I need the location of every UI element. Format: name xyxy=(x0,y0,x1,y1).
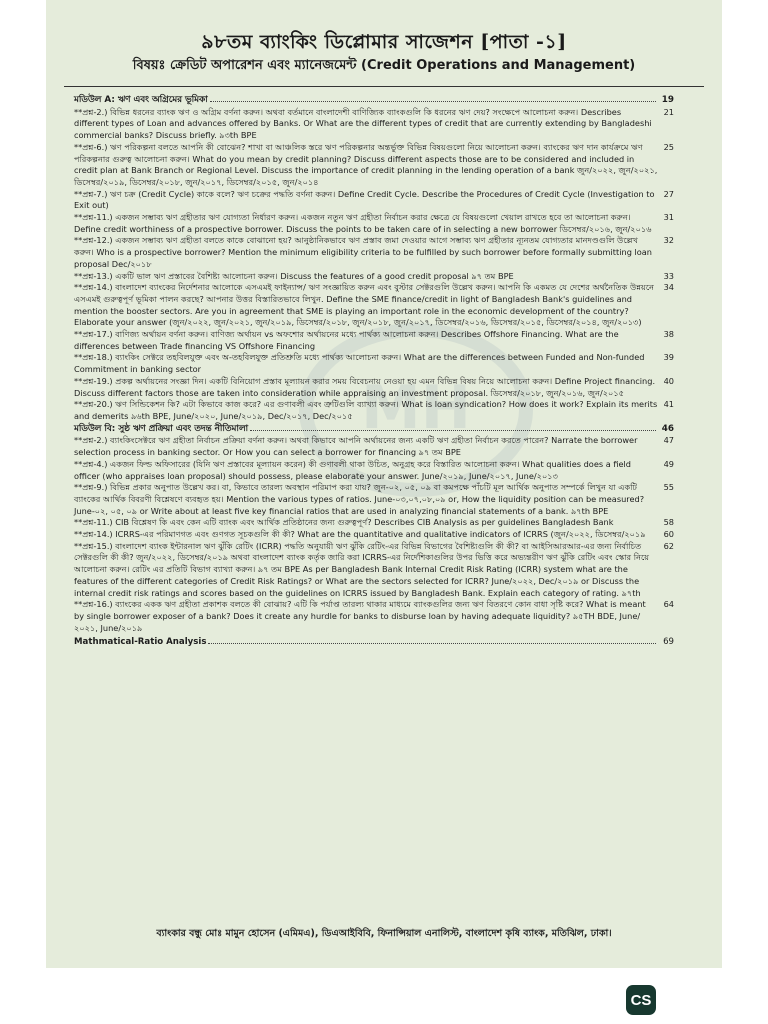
question-page-number: 31 xyxy=(663,212,674,223)
question-item xyxy=(74,599,674,634)
question-item xyxy=(74,282,674,329)
dot-leader xyxy=(208,643,656,644)
question-text: **প্রশ্ন-6.) ঋণ পরিকল্পনা বলতে আপনি কী বোঝেন? শাখা বা আঞ্চলিক স্তরে ঋণ পরিকল্পনার অন্তর্ভুক্ত বিভিন্ন বিষয়গুলো নিয়ে আলোচনা করুন। ব্যাংকের ঋণ দান কার্যক্রমে ঋণ পরিকল্পনার গুরুত্ব আলোচনা করুন। What do you mean by credit planning? Discuss different aspects those are to be considered and included in credit plan at Bank Branch or Regional Level. Discuss the importance of credit planning in the lending operation of a bank জুন/২০২২, জুন/২০২১, ডিসেম্বর/২০১৯, ডিসেম্বর/২০১৮, জুন/২০১৭, ডিসেম্বর/২০১৫, জুন/২০১৪ xyxy=(74,141,658,187)
question-item xyxy=(74,517,674,529)
question-item xyxy=(74,189,674,212)
question-item xyxy=(74,271,674,283)
module-b-questions xyxy=(74,435,674,634)
dot-leader xyxy=(250,430,656,431)
question-item xyxy=(74,212,674,235)
question-text: **প্রশ্ন-14.) ICRRS-এর পরিমাণগত এবং গুণগত সূচকগুলি কী কী? What are the quantitative and qualitative indicators of ICRRS (জুন/২০২২, ডিসেম্বর/২০১৯ xyxy=(74,529,646,540)
question-item xyxy=(74,352,674,375)
svg-text:MH: MH xyxy=(361,373,471,443)
scanned-page xyxy=(46,0,722,968)
module-a-heading xyxy=(74,95,674,107)
question-text: **প্রশ্ন-14.) বাংলাদেশ ব্যাংকের নির্দেশনার আলোকে এসএমই ফাইন্যান্স/ ঋণ সংজ্ঞায়িত করুন এবং বুস্টার সেক্টরগুলি উল্লেখ করুন। আপনি কি একমত যে দেশের অর্থনৈতিক উন্নয়নে এসএমই গুরুত্বপূর্ণ ভূমিকা পালন করছে? আপনার উত্তর বিস্তারিতভাবে লিখুন. Define the SME finance/credit in light of Bangladesh Bank's guidelines and mention the booster sectors. Are you in agreement that SME is playing an important role in the economic development of the country? Elaborate your answer (জুন/২০২২, জুন/২০২১, জুন/২০১৯, ডিসেম্বর/২০১৮, জুন/২০১৮, জুন/২০১৭, ডিসেম্বর/২০১৬, ডিসেম্বর/২০১৫, ডিসেম্বর/২০১৪, জুন/২০১৩) xyxy=(74,282,655,328)
question-page-number: 41 xyxy=(663,399,674,410)
question-page-number: 40 xyxy=(663,375,674,386)
question-text: **প্রশ্ন-18.) ব্যাংকিং সেক্টরে তহবিলযুক্ত এবং অ-তহবিলযুক্ত প্রতিশ্রুতি মধ্যে পার্থক্য আলোচনা করুন। What are the differences between Funded and Non-funded Commitment in banking sector xyxy=(74,352,645,375)
question-text: **প্রশ্ন-7.) ঋণ চক্র (Credit Cycle) কাকে বলে? ঋণ চক্রের পদ্ধতি বর্ণনা করুন। Define Credit Cycle. Describe the Procedures of Credit Cycle (Investigation to Exit out) xyxy=(74,188,655,211)
question-page-number: 49 xyxy=(663,458,674,469)
question-item xyxy=(74,376,674,399)
question-text: **প্রশ্ন-2.) বিভিন্ন ধরনের ব্যাংক ঋণ ও অগ্রিম বর্ণনা করুন। অথবা বর্তমানে বাংলাদেশী বাণিজ্যিক ব্যাংকগুলি কি ধরনের ঋণ দেয়? সংক্ষেপে আলোচনা করুন। Describes different types of Loan and advances offered by Banks. Or What are the different types of credit that are currently extending by Bangladeshi commercial banks? Discuss briefly. ৯৩th BPE xyxy=(74,106,652,141)
question-text: **প্রশ্ন-4.) একজন ফিল্ড অফিসারের (যিনি ঋণ প্রস্তাবের মূল্যায়ন করেন) কী গুণাবলী থাকা উচিত, অনুগ্রহ করে বিস্তারিত আলোচনা করুন। What qualities does a field officer (who appraises loan proposal) should possess, please elaborate your answer. June/২০১৯, June/২০১৭, June/২০১৩ xyxy=(74,458,632,481)
math-ratio-page: 69 xyxy=(663,637,674,648)
toc-content xyxy=(74,94,674,649)
question-text: **প্রশ্ন-11.) CIB বিশ্লেষণ কি এবং কেন এটি ব্যাংক এবং আর্থিক প্রতিষ্ঠানের জন্য গুরুত্বপূর্ণ? Describes CIB Analysis as per guidelines Bangladesh Bank xyxy=(74,517,614,528)
question-item xyxy=(74,541,674,600)
question-page-number: 64 xyxy=(663,599,674,610)
module-a-page: 19 xyxy=(661,95,674,105)
question-item xyxy=(74,435,674,458)
header-divider xyxy=(64,86,704,87)
question-page-number: 58 xyxy=(663,517,674,528)
question-page-number: 62 xyxy=(663,540,674,551)
math-ratio-heading xyxy=(74,637,674,649)
page-title: ৯৮তম ব্যাংকিং ডিপ্লোমার সাজেশন [পাতা -১] xyxy=(201,31,567,53)
question-page-number: 55 xyxy=(663,482,674,493)
question-page-number: 34 xyxy=(663,282,674,293)
question-text: **প্রশ্ন-16.) ব্যাংকের একক ঋণ গ্রহীতা প্রকাশক বলতে কী বোঝায়? এটি কি পর্যাপ্ত তারল্য থাকার মাধ্যমে ব্যাংকগুলির জন্য ঋণ বিতরণে কোন বাধা সৃষ্টি করে? What is meant by single borrower exposer of a bank? Does it create any hurdle for banks to disburse loan by having adequate liquidity? ৯৫TH BDE, June/২০২১, June/২০১৯ xyxy=(74,599,646,633)
question-item xyxy=(74,142,674,189)
question-page-number: 25 xyxy=(663,141,674,152)
dot-leader xyxy=(210,101,656,102)
question-item xyxy=(74,107,674,142)
question-text: **প্রশ্ন-11.) একজন সম্ভাব্য ঋণ গ্রহীতার ঋণ যোগ্যতা নির্ধারণ করুন। একজন নতুন ঋণ গ্রহীতা নির্বাচন করার ক্ষেত্রে যে বিষয়গুলো খেয়াল রাখতে হবে তা আলোচনা করুন। Define credit worthiness of a prospective borrower. Discuss the points to be taken care of in selecting a new borrower ডিসেম্বর/২০১৬, জুন/২০১৬ xyxy=(74,212,652,234)
question-text: **প্রশ্ন-13.) একটি ভাল ঋণ প্রস্তাবের বৈশিষ্ট্য আলোচনা করুন। Discuss the features of a good credit proposal ৯৭ তম BPE xyxy=(74,270,514,281)
question-text: **প্রশ্ন-9.) বিভিন্ন প্রকার অনুপাত উল্লেখ কর। বা, কিভাবে তারল্য অবস্থান পরিমাপ করা যায়? জুন-০২, ০৫, ০৯ বা কমপক্ষে পাঁচটি মূল আর্থিক অনুপাত সম্পর্কে লিখুন যা একটি ব্যাংকের আর্থিক বিবরণী বিশ্লেষণে ব্যবহৃত হয়। Mention the various types of ratios. June-০৩,০৭,০৮,০৯ or, How the liquidity position can be measured? June-০২, ০৫, ০৯ or Write about at least five key financial ratios that are used in analyzing financial statements of a bank. ৯৭th BPE xyxy=(74,482,645,516)
question-page-number: 38 xyxy=(663,329,674,340)
question-item xyxy=(74,329,674,352)
question-item xyxy=(74,482,674,517)
question-text: **প্রশ্ন-12.) একজন সম্ভাব্য ঋণ গ্রহীতা বলতে কাকে বোঝানো হয়? আনুষ্ঠানিকভাবে ঋণ প্রস্তাব জমা দেওয়ার আগে সম্ভাব্য ঋণ গ্রহীতার ন্যূনতম যোগ্যতার মানদণ্ডগুলি উল্লেখ করুন। Who is a prospective borrower? Mention the minimum eligibility criteria to be fulfilled by such borrower before formally submitting loan proposal Dec/২০১৮ xyxy=(74,235,652,269)
module-b-heading xyxy=(74,424,674,436)
question-text: **প্রশ্ন-19.) প্রকল্প অর্থায়নের সংজ্ঞা দিন। একটি বিনিয়োগ প্রস্তাব মূল্যায়ন করার সময় বিবেচনায় নেওয়া হয় এমন বিভিন্ন বিষয় নিয়ে আলোচনা করুন। Define Project financing. Discuss different factors those are taken into consideration while appraising an investment proposal. ডিসেম্বর/২০১৮, জুন/২০১৬, জুন/২০১৫ xyxy=(74,375,656,398)
question-text: **প্রশ্ন-15.) বাংলাদেশ ব্যাংক ইন্টারনাল ঋণ ঝুঁকি রেটিং (ICRR) পদ্ধতি অনুযায়ী ঋণ ঝুঁকি রেটিং-এর বিভিন্ন বিভাগের বৈশিষ্ট্যগুলি কী কী? বা আইসিআরআর-এর জন্য নির্বাচিত সেক্টরগুলি কী কী? জুন/২০২২, ডিসেম্বর/২০১৯ অথবা বাংলাদেশ ব্যাংক কর্তৃক জারি করা ICRRS-এর নির্দেশিকাগুলির উপর ভিত্তি করে অভ্যন্তরীণ ঋণ ঝুঁকি রেটিং এবং স্কোর নিয়ে আলোচনা করুন। রেটিং এর প্রতিটি বিভাগ ব্যাখ্যা করুন। ৯৭ তম BPE As per Bangladesh Bank Internal Credit Risk Rating (ICRR) system what are the features of the different categories of Credit Risk Ratings? or What are the sectors selected for ICRR? June/২০২২, Dec/২০১৯ or Discuss the internal credit risk ratings and scores based on the guidelines on ICRRS issued by Bangladesh Bank. Explain each category of rating. ৯৭th xyxy=(74,540,650,598)
question-page-number: 47 xyxy=(663,435,674,446)
math-ratio-title: Mathmatical-Ratio Analysis xyxy=(74,637,207,648)
camscanner-logo-icon: CS xyxy=(626,985,656,1015)
question-text: **প্রশ্ন-17.) বাণিজ্য অর্থায়ন বর্ণনা করুন। বাণিজ্য অর্থায়ন vs অফশোর অর্থায়নের মধ্যে পার্থক্য আলোচনা করুন। Describes Offshore Financing. What are the differences between Trade financing VS Offshore Financing xyxy=(74,329,619,351)
question-text: **প্রশ্ন-20.) ঋণ সিন্ডিকেশন কি? এটা কিভাবে কাজ করে? এর গুণাবলী এবং ত্রুটিগুলি ব্যাখ্যা করুন। What is loan syndication? How does it work? Explain its merits and demerits ৯৬th BPE, June/২০২০, June/২০১৯, Dec/২০১৭, Dec/২০১৫ xyxy=(74,399,658,421)
question-page-number: 32 xyxy=(663,235,674,246)
question-page-number: 60 xyxy=(663,529,674,540)
module-a-questions xyxy=(74,107,674,423)
module-b-title: মডিউল বি: সুষ্ঠ ঋণ প্রক্রিয়া এবং তদন্ত নীতিমালা xyxy=(74,423,249,434)
question-page-number: 21 xyxy=(663,106,674,117)
question-text: **প্রশ্ন-2.) ব্যাংকিংসেক্টরে ঋণ গ্রহীতা নির্বাচন প্রক্রিয়া বর্ণনা করুন। অথবা কিভাবে আপনি অর্থায়নের জন্য একটি ঋণ গ্রহীতা নির্বাচন করতে পারেন? Narrate the borrower selection process in banking sector. Or How you can select a borrower for financing ৯৭ তম BPE xyxy=(74,435,638,458)
question-page-number: 39 xyxy=(663,352,674,363)
question-item xyxy=(74,399,674,422)
question-item xyxy=(74,529,674,541)
question-page-number: 27 xyxy=(663,188,674,199)
question-item xyxy=(74,235,674,270)
question-item xyxy=(74,459,674,482)
subject-line: বিষয়ঃ ক্রেডিট অপারেশন এবং ম্যানেজমেন্ট (Credit Operations and Management) xyxy=(132,58,636,73)
author-footer: ব্যাংকার বন্ধু মোঃ মামুন হোসেন (এমিমএ), ডিএআইবিবি, ফিনান্সিয়াল এনালিস্ট, বাংলাদেশ কৃষি ব্যাংক, মতিঝিল, ঢাকা। xyxy=(156,928,612,939)
module-a-title: মডিউল A: ঋণ এবং অগ্রিমের ভূমিকা xyxy=(74,95,208,105)
module-b-page: 46 xyxy=(661,423,674,434)
question-page-number: 33 xyxy=(663,270,674,281)
